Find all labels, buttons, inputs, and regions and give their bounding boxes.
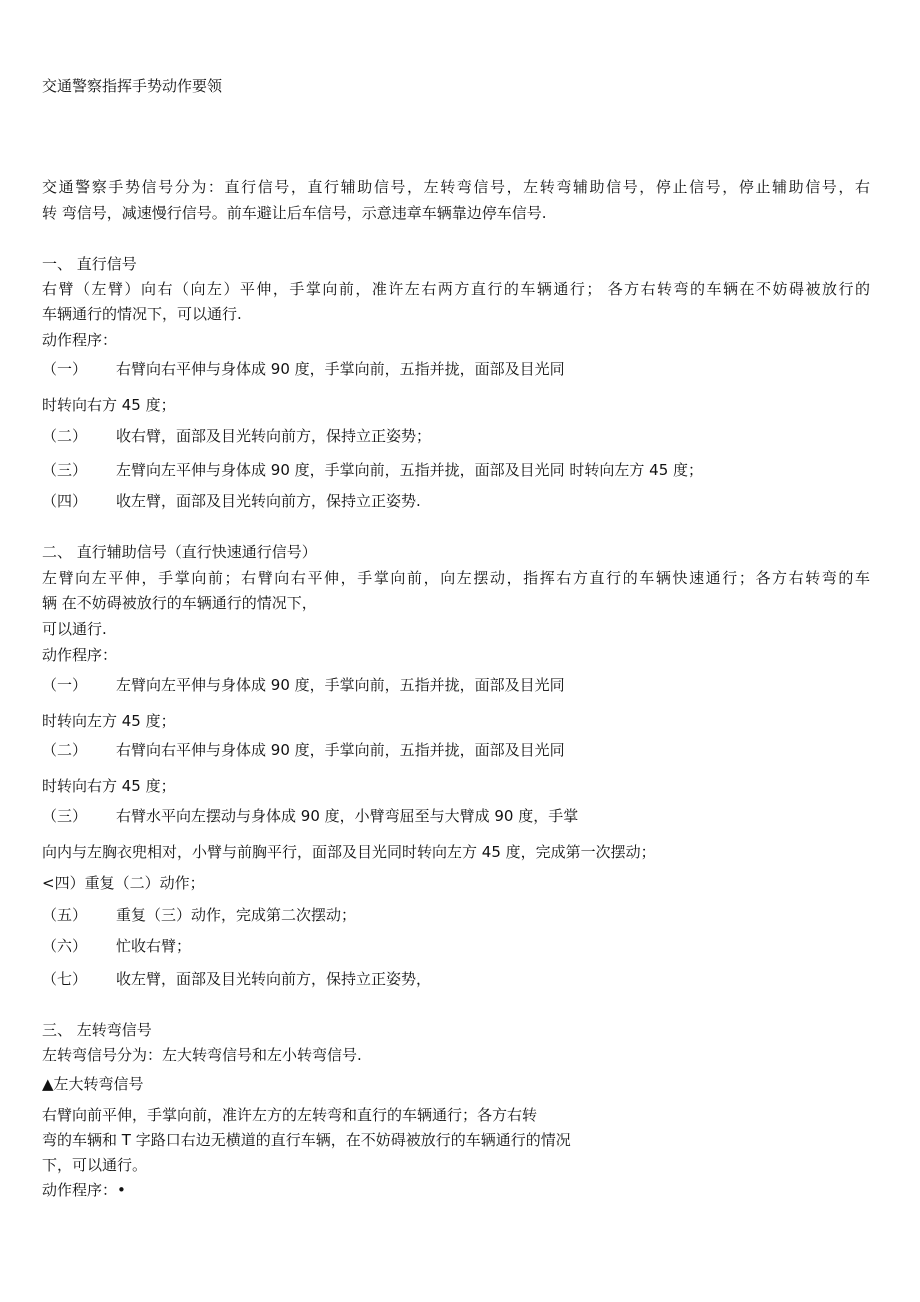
section2-step-6 <box>42 936 191 956</box>
section3-procedure-label: 动作程序：• <box>42 1181 126 1199</box>
step-number: （二） <box>42 427 88 445</box>
section2-step-3-cont: 向内与左胸衣兜相对，小臂与前胸平行，面部及目光同时转向左方 45 度，完成第一次摆动； <box>42 843 656 861</box>
intro-line-2: 转 弯信号，减速慢行信号。前车避让后车信号，示意违章车辆靠边停车信号. <box>42 204 547 222</box>
section1-heading: 一、 直行信号 <box>42 255 137 273</box>
step-text: 右臂水平向左摆动与身体成 90 度，小臂弯屈至与大臂成 90 度，手掌 <box>116 807 579 825</box>
step-text: 收左臂，面部及目光转向前方，保持立正姿势. <box>116 492 421 510</box>
section2-desc-line-2: 辆 在不妨碍被放行的车辆通行的情况下， <box>42 594 317 612</box>
step-number: （六） <box>42 937 88 955</box>
step-number: （一） <box>42 360 88 378</box>
step-number: （三） <box>42 807 88 825</box>
section1-step-2 <box>42 426 431 446</box>
step-text: 重复（三）动作，完成第二次摆动； <box>116 906 357 924</box>
section3-desc-line-1: 左转弯信号分为：左大转弯信号和左小转弯信号. <box>42 1046 362 1064</box>
step-text: 左臂向左平伸与身体成 90 度，手掌向前，五指并拢，面部及目光同 时转向左方 45 度； <box>116 461 704 479</box>
document-title: 交通警察指挥手势动作要领 <box>42 77 223 95</box>
section2-step-2-cont: 时转向右方 45 度； <box>42 777 176 795</box>
section3-sub-desc-line-2: 弯的车辆和 T 字路口右边无横道的直行车辆，在不妨碍被放行的车辆通行的情况 <box>42 1131 571 1149</box>
section3-sub-heading: ▲左大转弯信号 <box>42 1075 144 1093</box>
section2-procedure-label: 动作程序： <box>42 646 118 664</box>
section2-step-5 <box>42 905 356 925</box>
section2-step-3 <box>42 806 578 826</box>
step-number: （四） <box>42 492 88 510</box>
step-number: （五） <box>42 906 88 924</box>
step-text: 左臂向左平伸与身体成 90 度，手掌向前，五指并拢，面部及目光同 <box>116 676 565 694</box>
section2-desc-line-3: 可以通行. <box>42 620 107 638</box>
intro-line-1: 交通警察手势信号分为：直行信号，直行辅助信号，左转弯信号，左转弯辅助信号，停止信号，停止辅助信号，右 <box>42 178 870 196</box>
step-number: （七） <box>42 970 88 988</box>
section2-step-1 <box>42 675 565 695</box>
step-text: 忙收右臂； <box>116 937 192 955</box>
section2-step-1-cont: 时转向左方 45 度； <box>42 712 176 730</box>
step-number: （一） <box>42 676 88 694</box>
section2-heading: 二、 直行辅助信号（直行快速通行信号） <box>42 543 317 561</box>
step-number: （三） <box>42 461 88 479</box>
section1-desc-line-2: 车辆通行的情况下，可以通行. <box>42 305 242 323</box>
step-text: 右臂向右平伸与身体成 90 度，手掌向前，五指并拢，面部及目光同 <box>116 360 565 378</box>
step-text: 收右臂，面部及目光转向前方，保持立正姿势； <box>116 427 432 445</box>
section2-desc-line-1: 左臂向左平伸，手掌向前；右臂向右平伸，手掌向前，向左摆动，指挥右方直行的车辆快速通行；各方右转弯的车 <box>42 569 870 587</box>
section1-step-1-cont: 时转向右方 45 度； <box>42 396 176 414</box>
section1-desc-line-1: 右臂（左臂）向右（向左）平伸，手掌向前，准许左右两方直行的车辆通行； 各方右转弯的车辆在不妨碍被放行的 <box>42 280 870 298</box>
section2-step-7 <box>42 969 431 989</box>
step-text: 收左臂，面部及目光转向前方，保持立正姿势， <box>116 970 432 988</box>
step-text: 右臂向右平伸与身体成 90 度，手掌向前，五指并拢，面部及目光同 <box>116 741 565 759</box>
section1-step-4 <box>42 491 421 511</box>
section1-procedure-label: 动作程序： <box>42 331 118 349</box>
section3-heading: 三、 左转弯信号 <box>42 1021 152 1039</box>
section2-step-2 <box>42 740 565 760</box>
step-number: （二） <box>42 741 88 759</box>
section3-sub-desc-line-1: 右臂向前平伸，手掌向前，准许左方的左转弯和直行的车辆通行；各方右转 <box>42 1106 538 1124</box>
section1-step-3 <box>42 460 703 480</box>
section1-step-1 <box>42 359 565 379</box>
section3-sub-desc-line-3: 下，可以通行。 <box>42 1156 148 1174</box>
section2-step-4: <四）重复（二）动作； <box>42 874 205 892</box>
